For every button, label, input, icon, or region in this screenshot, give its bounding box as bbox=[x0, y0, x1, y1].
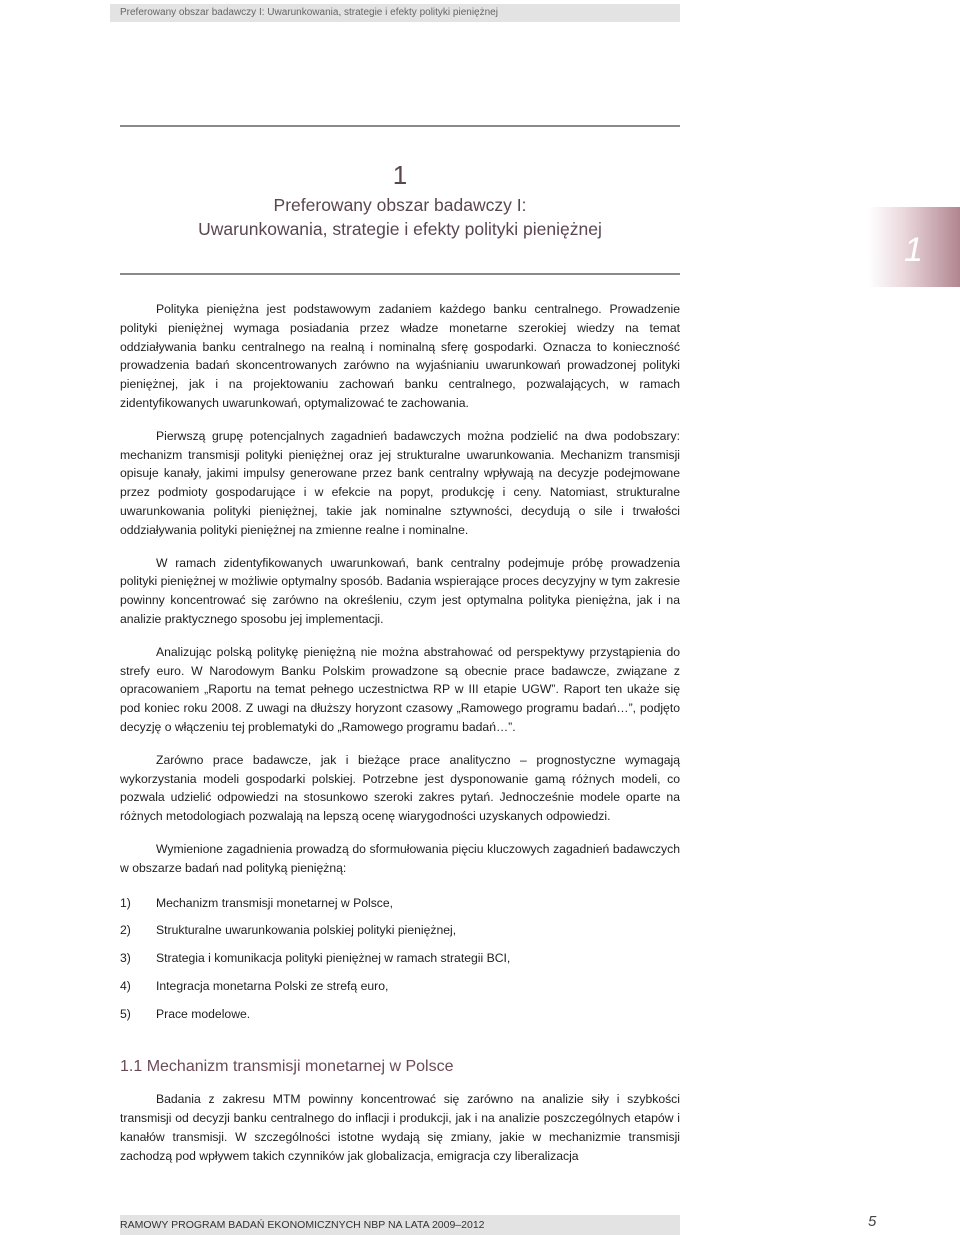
list-item-text: Strukturalne uwarunkowania polskiej polityki pieniężnej, bbox=[156, 923, 457, 938]
running-header bbox=[110, 4, 680, 22]
page-content bbox=[120, 300, 680, 1179]
list-item bbox=[120, 1005, 680, 1024]
section-heading: 1.1 Mechanizm transmisji monetarnej w Polsce bbox=[120, 1057, 454, 1075]
list-item-number: 3) bbox=[120, 951, 131, 966]
paragraph: Wymienione zagadnienia prowadzą do sformułowania pięciu kluczowych zagadnień badawczych w obszarze badań nad polityką pieniężną: bbox=[120, 841, 680, 875]
list-item-text: Mechanizm transmisji monetarnej w Polsce, bbox=[156, 895, 394, 910]
chapter-tab bbox=[868, 207, 960, 287]
paragraph: Polityka pieniężna jest podstawowym zadaniem każdego banku centralnego. Prowadzenie polityki pieniężnej wymaga posiadania przez władze monetarne szerokiej wiedzy na temat oddziaływania banku centralnego na realną i nominalną sferę gospodarki. Oznacza to konieczność prowadzenia badań skoncentrowanych zarówno na wyjaśnianiu uwarunkowań prowadzonej polityki pieniężnej, jak i na projektowaniu zachowań banku centralnego, pozwalających, w ramach zidentyfikowanych uwarunkowań, optymalizować te zachowania. bbox=[120, 302, 680, 410]
list-item-number: 5) bbox=[120, 1006, 131, 1021]
list-item-text: Integracja monetarna Polski ze strefą euro, bbox=[156, 978, 389, 993]
chapter-tab-number: 1 bbox=[904, 231, 923, 269]
list-item bbox=[120, 977, 680, 996]
list-item-text: Prace modelowe. bbox=[156, 1006, 251, 1021]
research-topics-list bbox=[120, 894, 680, 1024]
list-item bbox=[120, 921, 680, 940]
list-item-number: 4) bbox=[120, 978, 131, 993]
paragraph: Zarówno prace badawcze, jak i bieżące prace analityczno – prognostyczne wymagają wykorzystania modeli gospodarki polskiej. Potrzebne jest dysponowanie gamą różnych modeli, co pozwala udzielić odpowiedzi na stosunkowo szeroki zakres pytań. Jednocześnie modele oparte na różnych metodologiach pozwalają na lepszą ocenę wiarygodności uzyskanych odpowiedzi. bbox=[120, 752, 680, 824]
paragraph: W ramach zidentyfikowanych uwarunkowań, bank centralny podejmuje próbę prowadzenia polityki pieniężnej w możliwie optymalny sposób. Badania wspierające proces decyzyjny w tym zakresie powinny koncentrować się zarówno na określeniu, czym jest optymalna polityka pieniężna, jak i na analizie praktycznego sposobu jej implementacji. bbox=[120, 555, 680, 626]
running-footer-title: RAMOWY PROGRAM BADAŃ EKONOMICZNYCH NBP NA LATA 2009–2012 bbox=[120, 1219, 485, 1231]
list-item bbox=[120, 894, 680, 913]
paragraph: Pierwszą grupę potencjalnych zagadnień badawczych można podzielić na dwa podobszary: mechanizm transmisji polityki pieniężnej oraz jej strukturalne uwarunkowania. Mechanizm transmisji opisuje kanały, jakimi impulsy generowane przez bank centralny wpływają na decyzje podejmowane przez podmioty gospodarujące i w efekcie na popyt, produkcję i ceny. Natomiast, strukturalne uwarunkowania polityki pieniężnej, takie jak nominalne sztywności, decydują o sile i trwałości oddziaływania polityki pieniężnej na zmienne realne i nominalne. bbox=[120, 428, 680, 537]
running-header-title: Preferowany obszar badawczy I: Uwarunkowania, strategie i efekty polityki pieniężnej bbox=[120, 7, 498, 18]
chapter-number: 1 bbox=[392, 160, 408, 190]
paragraph: Analizując polską politykę pieniężną nie można abstrahować od perspektywy przystąpienia do strefy euro. W Narodowym Banku Polskim prowadzone są obecnie prace badawcze, związane z opracowaniem „Raportu na temat pełnego uczestnictwa RP w III etapie UGW”. Raport ten ukaże się pod koniec roku 2008. Z uwagi na dłuższy horyzont czasowy „Ramowego programu badań…”, podjęto decyzję o włączeniu tej problematyki do „Ramowego programu badań…”. bbox=[120, 644, 680, 734]
chapter-title-line-2: Uwarunkowania, strategie i efekty polityki pieniężnej bbox=[198, 219, 602, 239]
running-footer bbox=[120, 1215, 680, 1235]
chapter-rule-top bbox=[120, 125, 680, 127]
chapter-title bbox=[120, 193, 680, 241]
section-paragraph: Badania z zakresu MTM powinny koncentrować się zarówno na analizie siły i szybkości transmisji od decyzji banku centralnego do inflacji i produkcji, jak i na analizie poszczególnych etapów i kanałów transmisji. W szczególności istotne wydają się zmiany, jakie w mechanizmie transmisji zachodzą pod wpływem takich czynników jak globalizacja, emigracja czy liberalizacja bbox=[120, 1092, 680, 1163]
list-item-number: 2) bbox=[120, 923, 131, 938]
chapter-title-line-1: Preferowany obszar badawczy I: bbox=[273, 195, 527, 215]
chapter-rule-bottom bbox=[120, 273, 680, 275]
page-number: 5 bbox=[868, 1213, 877, 1230]
list-item bbox=[120, 949, 680, 968]
list-item-number: 1) bbox=[120, 895, 131, 910]
list-item-text: Strategia i komunikacja polityki pieniężnej w ramach strategii BCI, bbox=[156, 951, 511, 966]
